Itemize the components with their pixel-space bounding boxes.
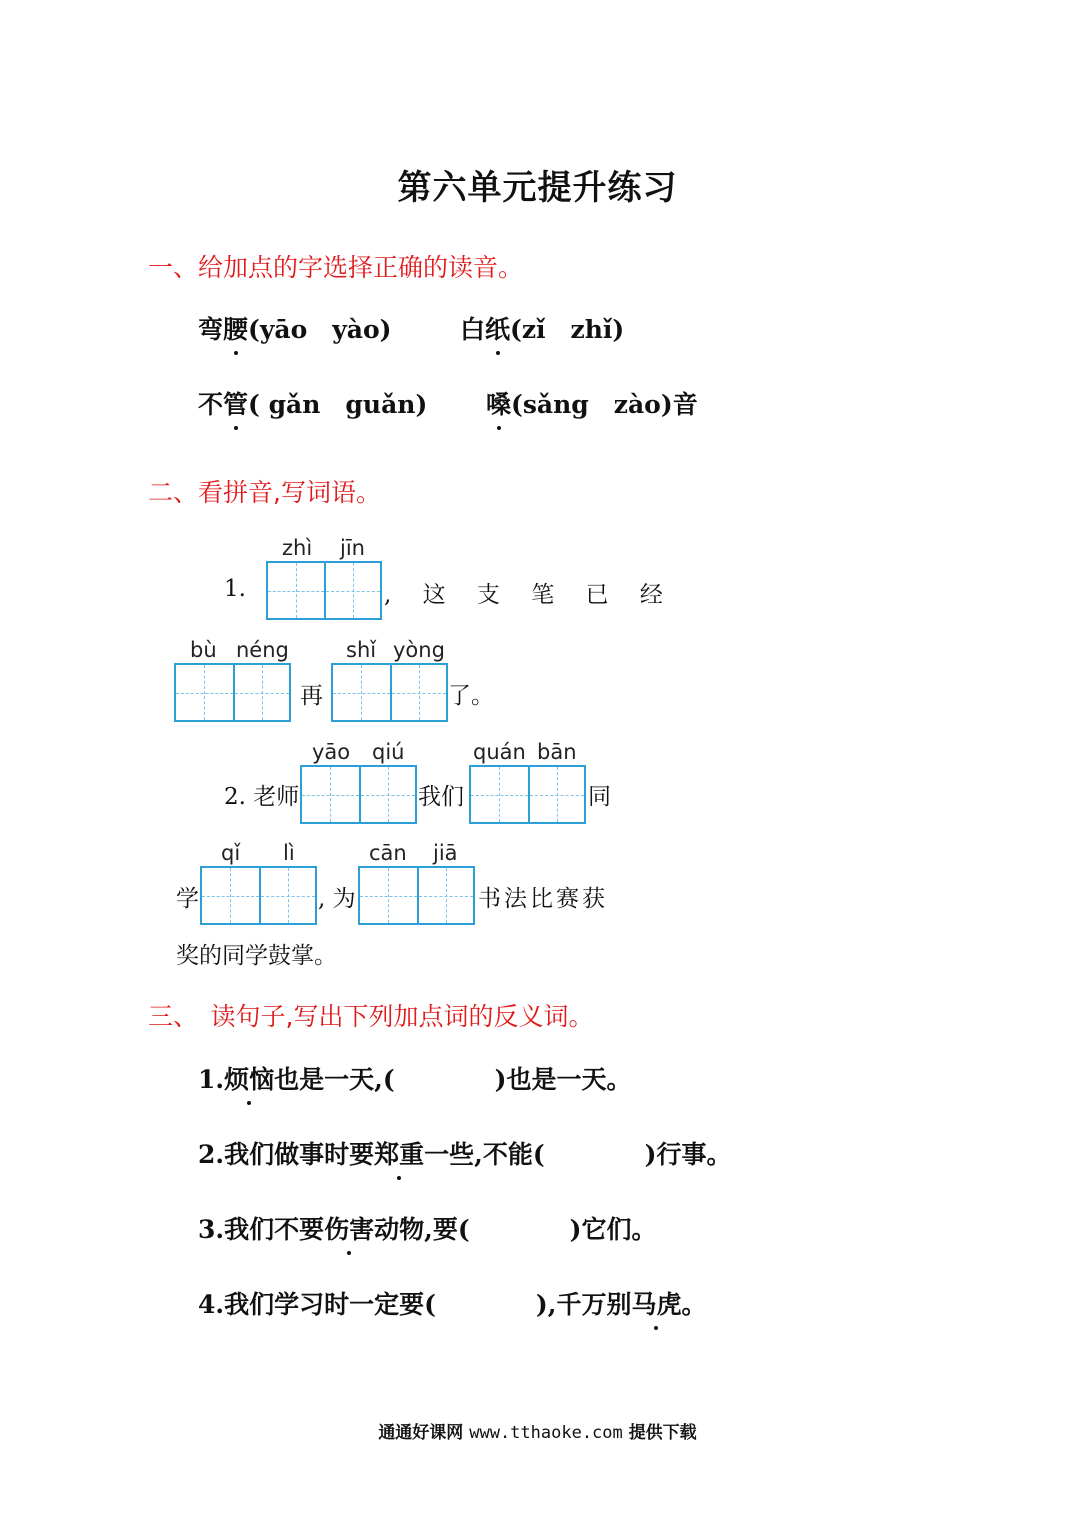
s3-item-3: 3.我们不要伤害动物,要( )它们。 bbox=[198, 1210, 657, 1246]
pinyin-yao: yāo bbox=[312, 740, 351, 764]
pinyin-bu: bù bbox=[190, 638, 217, 662]
pinyin-quan: quán bbox=[473, 740, 526, 764]
dotted-char: 腰 bbox=[223, 310, 248, 346]
dotted-char: 管 bbox=[223, 385, 248, 421]
s3-item-2: 2.我们做事时要郑重一些,不能( )行事。 bbox=[198, 1135, 732, 1171]
dotted-word: 郑重 bbox=[374, 1135, 424, 1171]
q1-text-1: , 这 支 笔 已 经 bbox=[384, 582, 675, 608]
pinyin-ban: bān bbox=[537, 740, 577, 764]
dotted-char: 纸 bbox=[485, 310, 510, 346]
s3-item-1: 1.烦恼也是一天,( )也是一天。 bbox=[198, 1060, 632, 1096]
write-box-canjia[interactable] bbox=[358, 866, 475, 925]
write-box-buneng[interactable] bbox=[174, 663, 291, 722]
q1-text-3: 了。 bbox=[448, 683, 494, 709]
s1-item-3: 不管( gǎn guǎn) bbox=[198, 385, 427, 421]
section1-heading: 一、给加点的字选择正确的读音。 bbox=[148, 253, 524, 282]
q2-prefix: 2. 老师 bbox=[224, 784, 300, 810]
q2-text-2: 同 bbox=[588, 784, 611, 810]
q2-text-4: , 为 bbox=[318, 886, 356, 912]
s1-item-4: 嗓(sǎng zào)音 bbox=[486, 385, 698, 421]
write-box-shiyong[interactable] bbox=[331, 663, 448, 722]
section3-heading: 三、 读句子,写出下列加点词的反义词。 bbox=[148, 1002, 594, 1031]
dotted-word: 伤害 bbox=[324, 1210, 374, 1246]
pinyin-jia: jiā bbox=[433, 841, 458, 865]
pinyin-neng: néng bbox=[236, 638, 289, 662]
pinyin-yong: yòng bbox=[393, 638, 445, 662]
pinyin-qi: qǐ bbox=[221, 841, 241, 865]
write-box-quanban[interactable] bbox=[469, 765, 586, 824]
pinyin-qiu: qiú bbox=[372, 740, 405, 764]
q1-text-2: 再 bbox=[300, 683, 323, 709]
write-box-zhijin[interactable] bbox=[266, 561, 382, 620]
pinyin-jin: jīn bbox=[340, 536, 365, 560]
write-box-yaoqiu[interactable] bbox=[300, 765, 417, 824]
pinyin-can: cān bbox=[369, 841, 407, 865]
q1-number: 1. bbox=[224, 576, 246, 602]
footer bbox=[0, 1418, 1075, 1443]
pinyin-zhi: zhì bbox=[282, 536, 313, 560]
footer-site: 通通好课网 bbox=[378, 1423, 464, 1443]
q2-text-3: 学 bbox=[176, 886, 199, 912]
dotted-word: 马虎 bbox=[631, 1285, 681, 1321]
pinyin-shi: shǐ bbox=[346, 638, 377, 662]
footer-url[interactable]: www.tthaoke.com bbox=[469, 1423, 623, 1443]
page-title: 第六单元提升练习 bbox=[397, 168, 678, 208]
section2-heading: 二、看拼音,写词语。 bbox=[148, 478, 381, 507]
footer-tail: 提供下载 bbox=[628, 1423, 697, 1443]
q2-text-1: 我们 bbox=[418, 784, 464, 810]
q2-text-6: 奖的同学鼓掌。 bbox=[176, 943, 337, 969]
write-box-qili[interactable] bbox=[200, 866, 317, 925]
dotted-char: 嗓 bbox=[486, 385, 511, 421]
s1-item-2: 白纸(zǐ zhǐ) bbox=[460, 310, 624, 346]
pinyin-li: lì bbox=[283, 841, 295, 865]
s3-item-4: 4.我们学习时一定要( ),千万别马虎。 bbox=[198, 1285, 707, 1321]
q2-text-5: 书法比赛获 bbox=[478, 886, 608, 912]
dotted-word: 烦恼 bbox=[224, 1060, 274, 1096]
s1-item-1: 弯腰(yāo yào) bbox=[198, 310, 392, 346]
